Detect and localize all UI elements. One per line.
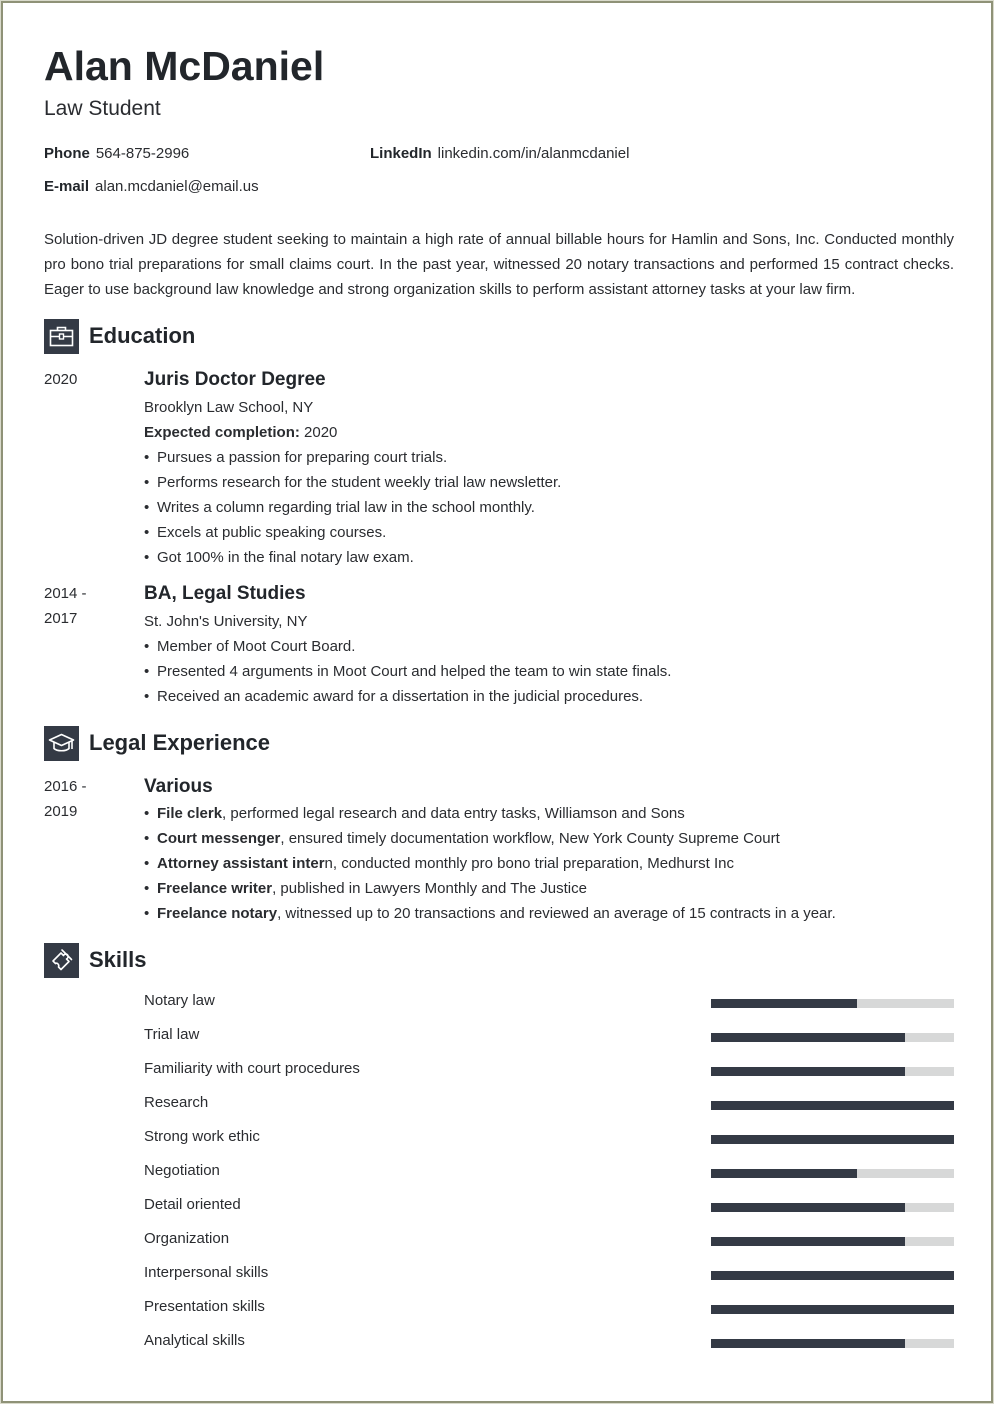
- education-bullets: [144, 634, 954, 709]
- skill-level-fill: [711, 1101, 954, 1110]
- list-item: • Writes a column regarding trial law in the school monthly.: [144, 495, 954, 520]
- graduation-cap-icon: [44, 726, 79, 761]
- skill-level-fill: [711, 1067, 905, 1076]
- candidate-name: Alan McDaniel: [44, 43, 325, 89]
- skills-section-header: [44, 942, 954, 978]
- skill-level-bar: [711, 1067, 954, 1076]
- skill-level-bar: [711, 1271, 954, 1280]
- email-label: E-mail: [44, 178, 90, 195]
- skill-row: [144, 1060, 954, 1094]
- email-contact: [44, 178, 259, 195]
- job-detail: , published in Lawyers Monthly and The Justice: [272, 880, 587, 897]
- skill-row: [144, 1332, 954, 1366]
- skill-level-bar: [711, 999, 954, 1008]
- experience-title: Legal Experience: [89, 730, 270, 755]
- skill-name: Presentation skills: [144, 1298, 265, 1315]
- list-item: • Got 100% in the final notary law exam.: [144, 545, 954, 570]
- date-end: 2017: [44, 610, 78, 627]
- experience-section-header: [44, 725, 954, 761]
- job-title: File clerk: [157, 805, 223, 822]
- degree-title: BA, Legal Studies: [144, 583, 306, 604]
- completion-label: Expected completion:: [144, 424, 300, 441]
- list-item: [144, 801, 954, 826]
- linkedin-label: LinkedIn: [370, 145, 432, 162]
- phone-label: Phone: [44, 145, 90, 162]
- experience-bullets: [144, 801, 954, 926]
- education-bullets: [144, 445, 954, 570]
- skill-level-fill: [711, 1135, 954, 1144]
- skill-row: [144, 1094, 954, 1128]
- experience-entry: [44, 773, 954, 926]
- skill-row: [144, 1026, 954, 1060]
- list-item: • Received an academic award for a dissertation in the judicial procedures.: [144, 684, 954, 709]
- entry-date: [44, 773, 144, 926]
- entry-body: [144, 366, 954, 570]
- phone-value: 564-875-2996: [95, 145, 190, 162]
- skill-level-bar: [711, 1339, 954, 1348]
- entry-body: [144, 773, 954, 926]
- email-value[interactable]: alan.mcdaniel@email.us: [95, 178, 259, 195]
- profile-summary: Solution-driven JD degree student seeking to maintain a high rate of annual billable hours for Hamlin and Sons, Inc. Conducted monthly pro bono trial preparations for small claims court. In the past year, witnessed 20 notary transactions and performed 15 contract checks. Eager to use background law knowledge and strong organization skills to perform assistant attorney tasks at your law firm.: [44, 231, 954, 298]
- list-item: [144, 901, 954, 926]
- skill-name: Interpersonal skills: [144, 1264, 269, 1281]
- completion-value: 2020: [299, 424, 338, 441]
- skill-row: [144, 1230, 954, 1264]
- skill-name: Detail oriented: [144, 1196, 241, 1213]
- linkedin-value[interactable]: linkedin.com/in/alanmcdaniel: [437, 145, 630, 162]
- school-name: Brooklyn Law School, NY: [144, 399, 314, 416]
- skill-name: Notary law: [144, 992, 215, 1009]
- skill-name: Research: [144, 1094, 209, 1111]
- skill-row: [144, 1298, 954, 1332]
- skills-title: Skills: [89, 947, 147, 972]
- skill-level-bar: [711, 1101, 954, 1110]
- skill-level-fill: [711, 1033, 905, 1042]
- skill-name: Familiarity with court procedures: [144, 1060, 360, 1077]
- skill-name: Trial law: [144, 1026, 200, 1043]
- briefcase-icon: [44, 319, 79, 354]
- skill-level-bar: [711, 1169, 954, 1178]
- date-start: 2014 -: [44, 585, 87, 602]
- skill-level-fill: [711, 1305, 954, 1314]
- list-item: [144, 876, 954, 901]
- date-end: 2019: [44, 803, 78, 820]
- skill-row: [144, 1264, 954, 1298]
- job-detail: , performed legal research and data entry tasks, Williamson and Sons: [222, 805, 685, 822]
- candidate-role: Law Student: [44, 97, 161, 120]
- skill-level-fill: [711, 1271, 954, 1280]
- job-title: Court messenger: [157, 830, 281, 847]
- education-entry: [44, 580, 954, 709]
- list-item: [144, 851, 954, 876]
- education-title: Education: [89, 323, 196, 348]
- job-title: Freelance writer: [157, 880, 273, 897]
- job-title: Freelance notary: [157, 905, 278, 922]
- list-item: • Excels at public speaking courses.: [144, 520, 954, 545]
- skill-level-fill: [711, 1169, 857, 1178]
- list-item: • Presented 4 arguments in Moot Court and helped the team to win state finals.: [144, 659, 954, 684]
- skill-level-bar: [711, 1135, 954, 1144]
- linkedin-contact: [370, 145, 629, 162]
- skill-level-fill: [711, 1339, 905, 1348]
- skill-name: Strong work ethic: [144, 1128, 260, 1145]
- puzzle-icon: [44, 943, 79, 978]
- experience-heading: Various: [144, 776, 213, 797]
- phone-contact: [44, 145, 189, 162]
- skills-list: [144, 992, 954, 1366]
- skill-level-fill: [711, 999, 857, 1008]
- skill-name: Negotiation: [144, 1162, 220, 1179]
- skill-name: Organization: [144, 1230, 230, 1247]
- skill-level-bar: [711, 1237, 954, 1246]
- skill-level-bar: [711, 1305, 954, 1314]
- degree-title: Juris Doctor Degree: [144, 369, 326, 390]
- skill-level-fill: [711, 1237, 905, 1246]
- education-entry: [44, 366, 954, 570]
- skill-row: [144, 1196, 954, 1230]
- job-title: Attorney assistant inter: [157, 855, 325, 872]
- contact-block: [44, 145, 954, 215]
- entry-date: 2020: [44, 371, 78, 388]
- job-detail: n, conducted monthly pro bono trial preparation, Medhurst Inc: [324, 855, 734, 872]
- skill-row: [144, 1128, 954, 1162]
- resume-content: [44, 41, 954, 1366]
- list-item: [144, 826, 954, 851]
- list-item: • Member of Moot Court Board.: [144, 634, 954, 659]
- skill-name: Analytical skills: [144, 1332, 245, 1349]
- date-start: 2016 -: [44, 778, 87, 795]
- job-detail: , ensured timely documentation workflow, New York County Supreme Court: [280, 830, 780, 847]
- skill-level-bar: [711, 1203, 954, 1212]
- resume-page: [1, 1, 993, 1403]
- skill-level-fill: [711, 1203, 905, 1212]
- skill-level-bar: [711, 1033, 954, 1042]
- skill-row: [144, 992, 954, 1026]
- entry-body: [144, 580, 954, 709]
- list-item: • Performs research for the student weekly trial law newsletter.: [144, 470, 954, 495]
- entry-date: [44, 580, 144, 709]
- school-name: St. John's University, NY: [144, 613, 308, 630]
- completion-line: [144, 420, 954, 445]
- skill-row: [144, 1162, 954, 1196]
- job-detail: , witnessed up to 20 transactions and reviewed an average of 15 contracts in a year.: [277, 905, 836, 922]
- education-section-header: [44, 318, 954, 354]
- list-item: • Pursues a passion for preparing court trials.: [144, 445, 954, 470]
